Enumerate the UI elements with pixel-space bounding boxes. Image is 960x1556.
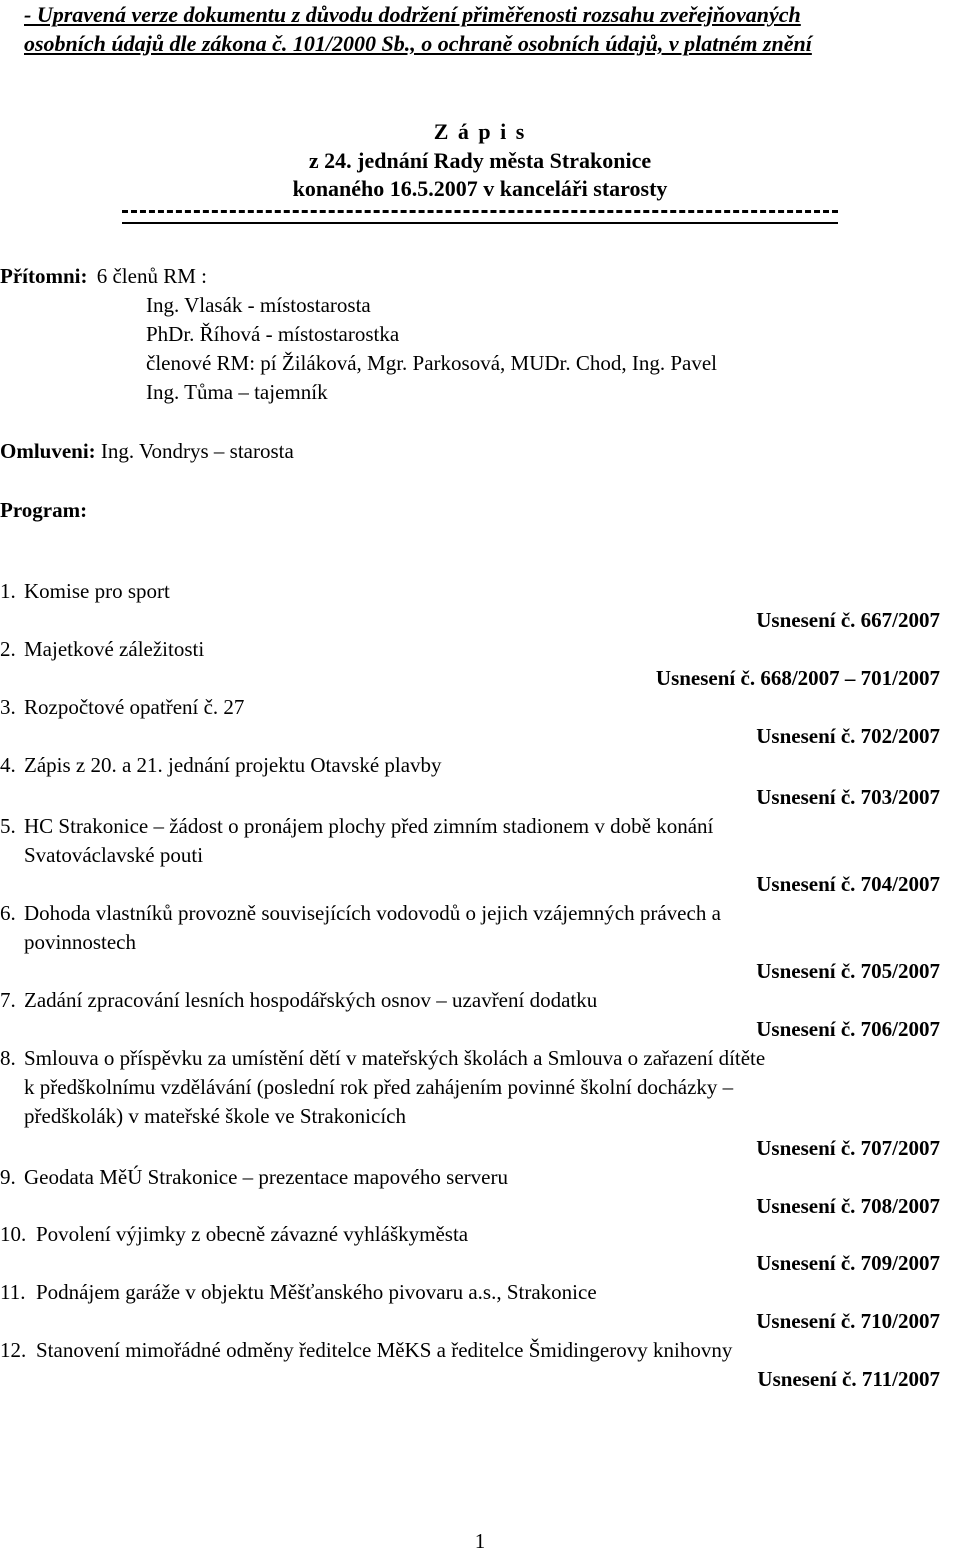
present-count: 6 členů RM : xyxy=(96,264,207,288)
item-text-continued: k předškolnímu vzdělávání (poslední rok před zahájením povinné školní docházky – xyxy=(24,1075,734,1099)
item-text: Stanovení mimořádné odměny ředitelce MěKS a ředitelce Šmidingerovy knihovny xyxy=(36,1338,733,1362)
item-number: 3. xyxy=(0,695,16,719)
notice-line-2: osobních údajů dle zákona č. 101/2000 Sb., o ochraně osobních údajů, v platném znění xyxy=(24,31,812,56)
item-resolution: Usnesení č. 706/2007 xyxy=(756,1017,940,1041)
item-text: Smlouva o příspěvku za umístění dětí v mateřských školách a Smlouva o zařazení dítěte xyxy=(24,1046,766,1070)
attendee-line: členové RM: pí Žiláková, Mgr. Parkosová, MUDr. Chod, Ing. Pavel xyxy=(146,351,718,375)
item-number: 2. xyxy=(0,637,16,661)
anonymization-notice xyxy=(24,0,944,58)
item-resolution: Usnesení č. 707/2007 xyxy=(756,1136,940,1160)
solid-divider xyxy=(122,222,838,224)
item-number: 5. xyxy=(0,814,16,838)
dashed-divider xyxy=(122,210,838,213)
item-text: Zadání zpracování lesních hospodářských osnov – uzavření dodatku xyxy=(24,988,598,1012)
item-resolution: Usnesení č. 702/2007 xyxy=(756,724,940,748)
excused-text: Ing. Vondrys – starosta xyxy=(100,439,294,463)
item-resolution: Usnesení č. 705/2007 xyxy=(756,959,940,983)
item-text-continued: povinnostech xyxy=(24,930,136,954)
item-resolution: Usnesení č. 668/2007 – 701/2007 xyxy=(655,666,940,690)
item-resolution: Usnesení č. 709/2007 xyxy=(756,1251,940,1275)
attendees-heading xyxy=(0,262,207,291)
excused-line xyxy=(0,437,294,466)
item-resolution: Usnesení č. 711/2007 xyxy=(757,1367,940,1391)
item-number: 10. xyxy=(0,1222,27,1246)
item-resolution: Usnesení č. 710/2007 xyxy=(756,1309,940,1333)
item-text: Povolení výjimky z obecně závazné vyhláškyměsta xyxy=(36,1222,469,1246)
item-text: Komise pro sport xyxy=(24,579,170,603)
program-heading: Program: xyxy=(0,498,88,522)
item-number: 7. xyxy=(0,988,16,1012)
item-number: 12. xyxy=(0,1338,27,1362)
item-resolution: Usnesení č. 708/2007 xyxy=(756,1194,940,1218)
item-text: Zápis z 20. a 21. jednání projektu Otavské plavby xyxy=(24,753,442,777)
item-text: Majetkové záležitosti xyxy=(24,637,205,661)
item-text: Rozpočtové opatření č. 27 xyxy=(24,695,245,719)
item-number: 6. xyxy=(0,901,16,925)
item-text: HC Strakonice – žádost o pronájem plochy před zimním stadionem v době konání xyxy=(24,814,714,838)
excused-label: Omluveni: xyxy=(0,439,96,463)
page-number: 1 xyxy=(474,1529,486,1553)
item-resolution: Usnesení č. 704/2007 xyxy=(756,872,940,896)
item-text-continued: předškolák) v mateřské škole ve Strakonicích xyxy=(24,1104,406,1128)
document-title: Z á p i s xyxy=(433,119,527,144)
item-number: 1. xyxy=(0,579,16,603)
item-number: 8. xyxy=(0,1046,16,1070)
meeting-place: konaného 16.5.2007 v kanceláři starosty xyxy=(292,176,668,201)
item-number: 4. xyxy=(0,753,16,777)
item-text: Geodata MěÚ Strakonice – prezentace mapového serveru xyxy=(24,1165,508,1189)
item-text: Podnájem garáže v objektu Měšťanského pivovaru a.s., Strakonice xyxy=(36,1280,597,1304)
meeting-subtitle: z 24. jednání Rady města Strakonice xyxy=(308,148,652,173)
attendee-line: Ing. Tůma – tajemník xyxy=(146,380,328,404)
notice-line-1: - Upravená verze dokumentu z důvodu dodržení přiměřenosti rozsahu zveřejňovaných xyxy=(24,2,801,27)
item-number: 11. xyxy=(0,1280,26,1304)
item-resolution: Usnesení č. 667/2007 xyxy=(756,608,940,632)
attendee-line: PhDr. Říhová - místostarostka xyxy=(146,322,400,346)
present-label: Přítomni: xyxy=(0,264,88,288)
item-text: Dohoda vlastníků provozně souvisejících vodovodů o jejich vzájemných právech a xyxy=(24,901,721,925)
item-number: 9. xyxy=(0,1165,16,1189)
item-text-continued: Svatováclavské pouti xyxy=(24,843,204,867)
attendee-line: Ing. Vlasák - místostarosta xyxy=(146,293,371,317)
item-resolution: Usnesení č. 703/2007 xyxy=(756,785,940,809)
